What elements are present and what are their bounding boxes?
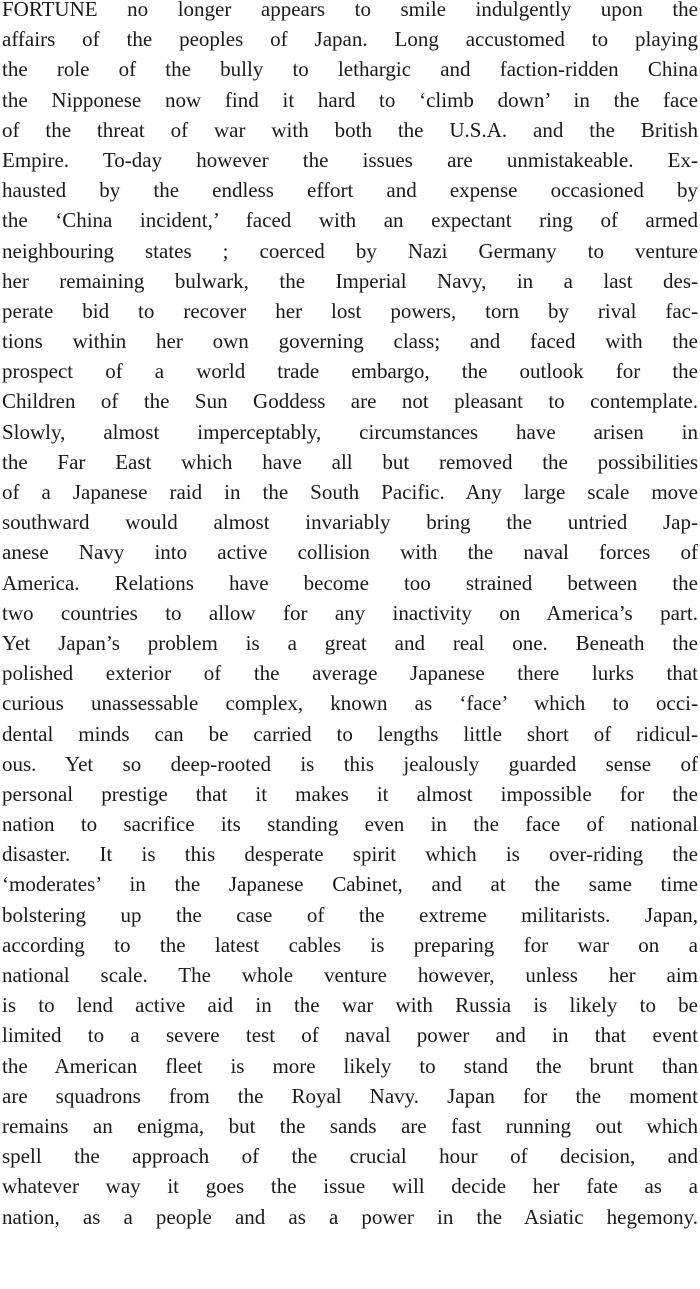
text-line: FORTUNE no longer appears to smile indulgently upon the (2, 0, 698, 21)
text-line: neighbouring states ; coerced by Nazi Germany to venture (2, 238, 698, 263)
document-page (2, 0, 698, 1289)
text-line: is to lend active aid in the war with Russia is likely to be (2, 993, 698, 1018)
text-line: limited to a severe test of naval power and in that event (2, 1023, 698, 1048)
text-line: Yet Japan’s problem is a great and real one. Beneath the (2, 630, 698, 655)
text-line: dental minds can be carried to lengths little short of ridicul- (2, 721, 698, 746)
text-line: the role of the bully to lethargic and faction-ridden China (2, 57, 698, 82)
text-line: ous. Yet so deep-rooted is this jealously guarded sense of (2, 751, 698, 776)
text-line: the ‘China incident,’ faced with an expectant ring of armed (2, 208, 698, 233)
text-line: national scale. The whole venture however, unless her aim (2, 963, 698, 987)
text-line: nation, as a people and as a power in the Asiatic hegemony. (2, 1204, 698, 1229)
text-line: bolstering up the case of the extreme militarists. Japan, (2, 902, 698, 927)
text-line: the American fleet is more likely to stand the brunt than (2, 1053, 698, 1078)
text-line: Slowly, almost imperceptably, circumstances have arisen in (2, 419, 698, 444)
text-line: remains an enigma, but the sands are fast running out which (2, 1113, 698, 1138)
text-line: of the threat of war with both the U.S.A. and the British (2, 117, 698, 142)
text-line: the Far East which have all but removed the possibilities (2, 449, 698, 474)
text-line: the Nipponese now find it hard to ‘climb down’ in the face (2, 87, 698, 112)
text-line: according to the latest cables is preparing for war on a (2, 932, 698, 957)
text-line: perate bid to recover her lost powers, torn by rival fac- (2, 298, 698, 323)
text-line: nation to sacrifice its standing even in the face of national (2, 812, 698, 837)
text-line: Children of the Sun Goddess are not pleasant to contemplate. (2, 389, 698, 414)
text-line: affairs of the peoples of Japan. Long accustomed to playing (2, 27, 698, 52)
text-line: America. Relations have become too strained between the (2, 570, 698, 595)
text-line: polished exterior of the average Japanese there lurks that (2, 661, 698, 686)
article-body (2, 0, 698, 1232)
text-line: curious unassessable complex, known as ‘face’ which to occi- (2, 691, 698, 716)
text-line: prospect of a world trade embargo, the outlook for the (2, 359, 698, 384)
text-line: her remaining bulwark, the Imperial Navy, in a last des- (2, 268, 698, 293)
text-line: southward would almost invariably bring the untried Jap- (2, 510, 698, 535)
text-line: whatever way it goes the issue will decide her fate as a (2, 1174, 698, 1199)
text-line: spell the approach of the crucial hour of decision, and (2, 1144, 698, 1169)
text-line: two countries to allow for any inactivity on America’s part. (2, 600, 698, 625)
text-line: tions within her own governing class; and faced with the (2, 329, 698, 354)
text-line: hausted by the endless effort and expense occasioned by (2, 178, 698, 203)
text-line: ‘moderates’ in the Japanese Cabinet, and at the same time (2, 872, 698, 897)
text-line: anese Navy into active collision with the naval forces of (2, 540, 698, 565)
text-line: Empire. To-day however the issues are unmistakeable. Ex- (2, 147, 698, 172)
text-line: of a Japanese raid in the South Pacific. Any large scale move (2, 480, 698, 504)
text-line: are squadrons from the Royal Navy. Japan for the moment (2, 1083, 698, 1108)
text-line: personal prestige that it makes it almost impossible for the (2, 781, 698, 806)
text-line: disaster. It is this desperate spirit which is over-riding the (2, 842, 698, 867)
